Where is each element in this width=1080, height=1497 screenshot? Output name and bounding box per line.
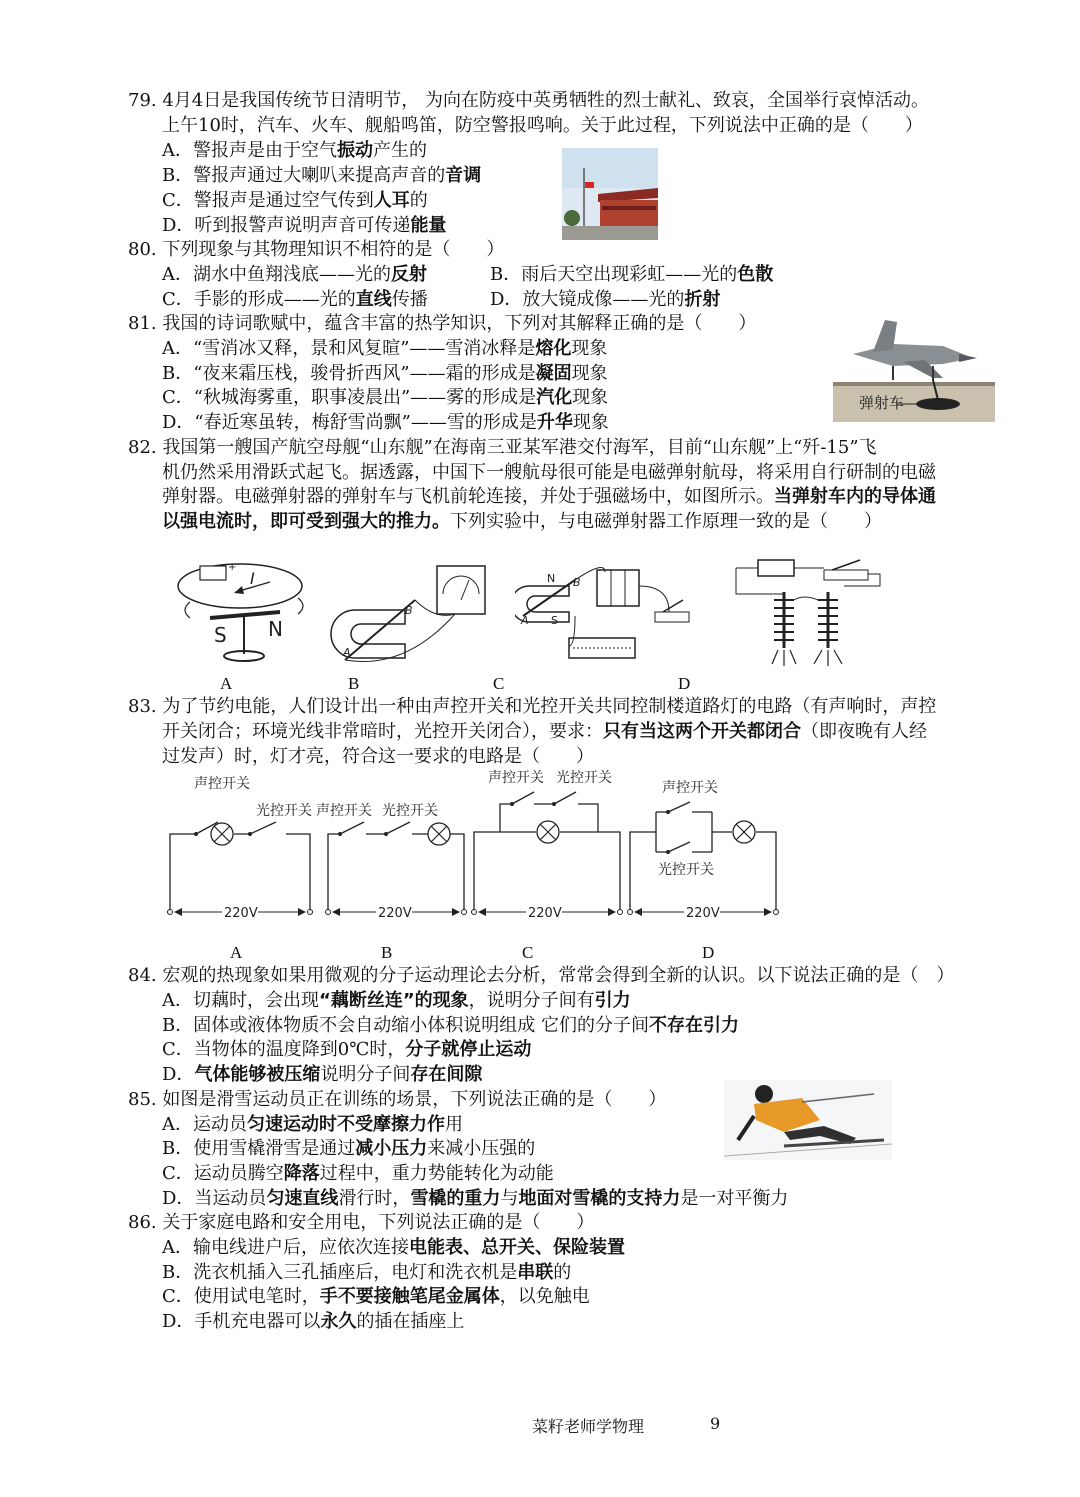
svg-text:N: N <box>268 617 283 641</box>
q82-caption-b: B <box>348 674 360 693</box>
q79-stem-1: 79. 4月4日是我国传统节日清明节， 为向在防疫中英勇牺牲的烈士献礼、致哀，全国举行哀悼活动。 <box>128 90 929 111</box>
q85-option-b: B．使用雪橇滑雪是通过减小压力来减小压强的 <box>162 1138 536 1159</box>
q82-caption-d: D <box>678 674 691 693</box>
q82-figure-c-motor <box>515 556 695 668</box>
q83-a-sound-label: 声控开关 <box>194 776 250 792</box>
q83-d-sound-label: 声控开关 <box>662 780 718 796</box>
q83-a-voltage: 220V <box>224 906 258 921</box>
q83-circuit-a <box>168 775 313 921</box>
svg-text:N: N <box>547 572 556 585</box>
q82-figure-b-generator <box>325 560 495 668</box>
q79-option-d: D．听到报警声说明声音可传递能量 <box>162 215 447 236</box>
q81-option-c: C．“秋城海雾重，职事凌晨出”——雾的形成是汽化现象 <box>162 387 609 408</box>
svg-text:I: I <box>250 569 255 588</box>
q84-option-d: D．气体能够被压缩说明分子间存在间隙 <box>162 1064 483 1085</box>
q81-option-a: A．“雪消冰又释，景和风复暄”——雪消冰释是熔化现象 <box>162 338 608 359</box>
q86-option-b: B．洗衣机插入三孔插座后，电灯和洗衣机是串联的 <box>162 1262 572 1283</box>
q79-gate-photo <box>562 148 658 240</box>
q81-option-d: D．“春近寒虽转，梅舒雪尚飘”——雪的形成是升华现象 <box>162 412 609 433</box>
q80-option-d: D．放大镜成像——光的折射 <box>490 289 721 310</box>
q83-b-light-label: 光控开关 <box>382 803 438 819</box>
q83-circuit-c <box>472 769 623 921</box>
q84-option-c: C．当物体的温度降到0℃时，分子就停止运动 <box>162 1039 532 1060</box>
q85-skier-photo <box>724 1080 892 1160</box>
q83-a-light-label: 光控开关 <box>256 803 312 819</box>
svg-text:+: + <box>228 562 237 573</box>
q79-option-c: C．警报声是通过空气传到人耳的 <box>162 190 428 211</box>
q79-option-a: A．警报声是由于空气振动产生的 <box>162 140 427 161</box>
svg-text:S: S <box>551 614 558 627</box>
page-number: 9 <box>710 1414 721 1433</box>
q82-stem-1: 82. 我国第一艘国产航空母舰“山东舰”在海南三亚某军港交付海军，目前“山东舰”上“歼-15”飞 <box>128 437 877 458</box>
q82-stem-2: 机仍然采用滑跃式起飞。据透露，中国下一艘航母很可能是电磁弹射航母，将采用自行研制的电磁 <box>162 462 936 483</box>
q79-option-b: B．警报声通过大喇叭来提高声音的音调 <box>162 165 482 186</box>
q83-d-light-label: 光控开关 <box>658 862 714 878</box>
q85-option-a: A．运动员匀速运动时不受摩擦力作用 <box>162 1114 463 1135</box>
q81-option-b: B．“夜来霜压栈，骏骨折西风”——霜的形成是凝固现象 <box>162 363 608 384</box>
q83-c-light-label: 光控开关 <box>556 770 612 786</box>
q83-b-sound-label: 声控开关 <box>316 803 372 819</box>
catapult-label: 弹射车 <box>859 394 905 412</box>
svg-text:B: B <box>573 576 581 589</box>
q83-stem-1: 83. 为了节约电能，人们设计出一种由声控开关和光控开关共同控制楼道路灯的电路（有声响时，声控 <box>128 696 937 717</box>
q84-option-a: A．切藕时，会出现“藕断丝连”的现象，说明分子间有引力 <box>162 990 631 1011</box>
q85-option-c: C．运动员腾空降落过程中，重力势能转化为动能 <box>162 1163 554 1184</box>
q82-figure-a-oersted <box>170 548 310 666</box>
q80-option-b: B．雨后天空出现彩虹——光的色散 <box>490 264 774 285</box>
q85-option-d: D．当运动员匀速直线滑行时，雪橇的重力与地面对雪橇的支持力是一对平衡力 <box>162 1188 789 1209</box>
q83-circuit-d <box>628 779 779 921</box>
q83-caption-c: C <box>522 943 534 962</box>
q80-option-c: C．手影的形成——光的直线传播 <box>162 289 428 310</box>
q86-option-a: A．输电线进户后，应依次连接电能表、总开关、保险装置 <box>162 1237 625 1258</box>
q83-b-voltage: 220V <box>378 906 412 921</box>
q83-caption-d: D <box>702 943 715 962</box>
q83-caption-b: B <box>381 943 393 962</box>
svg-text:S: S <box>214 623 227 647</box>
q84-stem: 84. 宏观的热现象如果用微观的分子运动理论去分析，常常会得到全新的认识。以下说法正确的是（ ） <box>128 965 955 986</box>
footer-author: 菜籽老师学物理 <box>532 1417 645 1436</box>
q81-jet-catapult-figure <box>833 314 995 422</box>
q80-stem: 80. 下列现象与其物理知识不相符的是（ ） <box>128 239 505 260</box>
svg-text:A: A <box>521 614 529 627</box>
q82-caption-a: A <box>220 674 233 693</box>
q85-stem: 85. 如图是滑雪运动员正在训练的场景，下列说法正确的是（ ） <box>128 1089 667 1110</box>
svg-text:A: A <box>343 646 351 659</box>
q82-stem-4: 以强电流时，即可受到强大的推力。下列实验中，与电磁弹射器工作原理一致的是（ ） <box>162 511 882 532</box>
q83-circuit-figures <box>160 766 790 926</box>
q84-option-b: B．固体或液体物质不会自动缩小体积说明组成 它们的分子间不存在引力 <box>162 1015 739 1036</box>
q83-c-voltage: 220V <box>528 906 562 921</box>
q80-option-a: A．湖水中鱼翔浅底——光的反射 <box>162 264 427 285</box>
q82-caption-c: C <box>493 674 505 693</box>
q79-stem-2: 上午10时，汽车、火车、舰船鸣笛，防空警报鸣响。关于此过程，下列说法中正确的是（ ） <box>162 115 923 136</box>
q83-stem-3: 过发声）时，灯才亮，符合这一要求的电路是（ ） <box>162 746 594 767</box>
q83-circuit-b <box>316 802 467 921</box>
q82-figure-d-electromagnet <box>728 552 888 670</box>
q82-stem-3: 弹射器。电磁弹射器的弹射车与飞机前轮连接，并处于强磁场中，如图所示。当弹射车内的导体通 <box>162 486 936 507</box>
q81-stem: 81. 我国的诗词歌赋中，蕴含丰富的热学知识，下列对其解释正确的是（ ） <box>128 313 757 334</box>
q83-d-voltage: 220V <box>686 906 720 921</box>
q83-caption-a: A <box>230 943 243 962</box>
q83-stem-2: 开关闭合；环境光线非常暗时，光控开关闭合），要求：只有当这两个开关都闭合（即夜晚有人经 <box>162 721 927 742</box>
q86-option-d: D．手机充电器可以永久的插在插座上 <box>162 1311 465 1332</box>
q86-option-c: C．使用试电笔时，手不要接触笔尾金属体，以免触电 <box>162 1286 590 1307</box>
svg-text:B: B <box>405 604 413 617</box>
q83-c-sound-label: 声控开关 <box>488 770 544 786</box>
q86-stem: 86. 关于家庭电路和安全用电，下列说法正确的是（ ） <box>128 1212 595 1233</box>
